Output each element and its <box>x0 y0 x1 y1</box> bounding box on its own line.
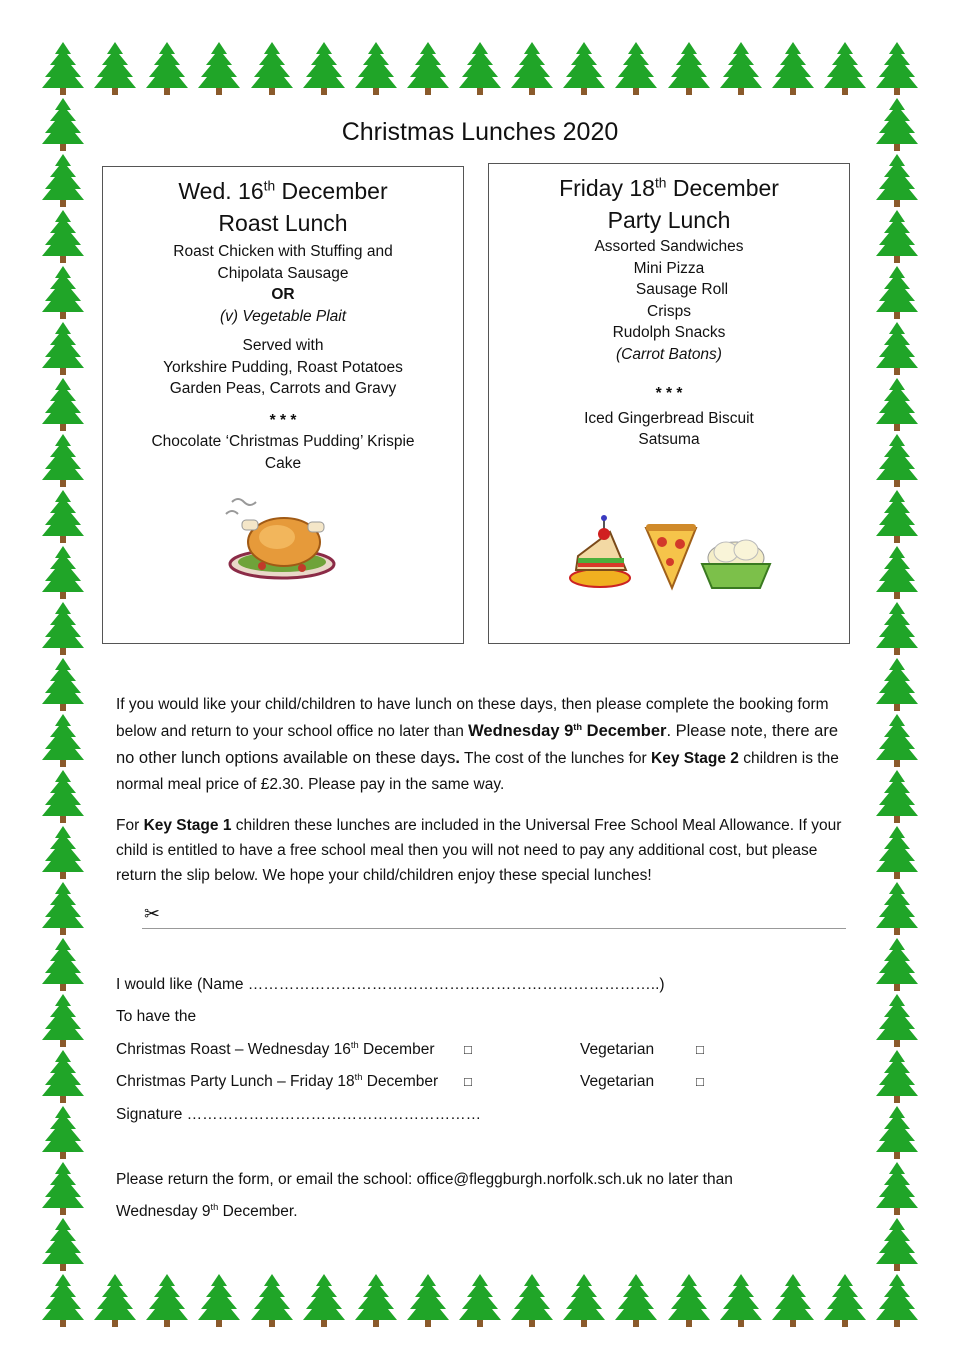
christmas-tree-icon <box>40 824 86 880</box>
christmas-tree-icon <box>874 768 920 824</box>
dessert-item: Cake <box>264 454 302 472</box>
christmas-tree-icon <box>874 376 920 432</box>
christmas-tree-icon <box>874 992 920 1048</box>
key-stage-1-paragraph: For Key Stage 1 children these lunches are included in the Universal Free School Meal Allowance. If your child is entitled to have a free school meal then you will not need to pay any additional cost, but please return the slip below. We hope your child/children enjoy these special lunches! <box>116 817 842 884</box>
christmas-tree-icon <box>874 488 920 544</box>
christmas-tree-icon <box>40 40 86 96</box>
roast-vegetarian-checkbox[interactable]: □ <box>696 1042 704 1057</box>
to-have-label: To have the <box>116 1008 197 1025</box>
christmas-tree-icon <box>40 544 86 600</box>
vegetarian-label: Vegetarian <box>580 1041 655 1058</box>
christmas-tree-icon <box>40 712 86 768</box>
separator-stars: * * * <box>269 411 297 429</box>
christmas-tree-icon <box>40 1104 86 1160</box>
menu-item-veg: (v) Vegetable Plait <box>219 307 347 325</box>
party-vegetarian-checkbox[interactable]: □ <box>696 1074 704 1089</box>
christmas-tree-icon <box>770 1272 816 1328</box>
christmas-tree-icon <box>874 432 920 488</box>
christmas-tree-icon <box>40 1160 86 1216</box>
christmas-tree-icon <box>874 1048 920 1104</box>
separator-stars: * * * <box>655 385 683 402</box>
signature-line: Signature ………………………………………………… <box>116 1106 482 1123</box>
vegetarian-label: Vegetarian <box>580 1073 655 1090</box>
christmas-party-label: Christmas Party Lunch – Friday 18th December <box>116 1071 439 1090</box>
christmas-tree-icon <box>249 1272 295 1328</box>
christmas-roast-label: Christmas Roast – Wednesday 16th December <box>116 1039 435 1058</box>
served-with: Served with <box>242 337 324 354</box>
christmas-tree-icon <box>40 1272 86 1328</box>
christmas-tree-icon <box>301 40 347 96</box>
return-instructions: Please return the form, or email the school: office@fleggburgh.norfolk.sch.uk no later than <box>116 1171 733 1188</box>
christmas-tree-icon <box>874 936 920 992</box>
christmas-tree-icon <box>874 712 920 768</box>
christmas-tree-icon <box>40 992 86 1048</box>
christmas-tree-icon <box>874 544 920 600</box>
roast-lunch-heading: Roast Lunch <box>218 210 348 236</box>
roast-chicken-icon <box>222 492 340 584</box>
christmas-tree-icon <box>40 880 86 936</box>
christmas-tree-icon <box>718 1272 764 1328</box>
menu-note: (Carrot Batons) <box>616 345 722 363</box>
christmas-tree-icon <box>457 1272 503 1328</box>
return-deadline: Wednesday 9th December. <box>116 1201 298 1220</box>
christmas-tree-icon <box>613 1272 659 1328</box>
christmas-tree-icon <box>40 488 86 544</box>
christmas-tree-icon <box>40 1048 86 1104</box>
christmas-tree-icon <box>40 320 86 376</box>
party-food-icon <box>566 512 776 592</box>
christmas-tree-icon <box>196 40 242 96</box>
christmas-tree-icon <box>40 432 86 488</box>
page-title: Christmas Lunches 2020 <box>341 118 619 146</box>
menu-or: OR <box>271 286 295 303</box>
christmas-tree-icon <box>874 40 920 96</box>
party-lunch-date: Friday 18th December <box>559 175 779 201</box>
christmas-tree-icon <box>874 824 920 880</box>
christmas-tree-icon <box>353 40 399 96</box>
christmas-tree-icon <box>874 1104 920 1160</box>
christmas-tree-icon <box>249 40 295 96</box>
scissors-icon: ✂ <box>144 904 160 925</box>
christmas-tree-icon <box>874 880 920 936</box>
dessert-item: Chocolate ‘Christmas Pudding’ Krispie <box>151 433 415 450</box>
christmas-tree-icon <box>666 40 712 96</box>
christmas-tree-icon <box>196 1272 242 1328</box>
christmas-tree-icon <box>874 208 920 264</box>
christmas-tree-icon <box>874 1160 920 1216</box>
christmas-tree-icon <box>874 656 920 712</box>
christmas-tree-icon <box>874 1272 920 1328</box>
cut-line <box>142 928 846 929</box>
christmas-tree-icon <box>457 40 503 96</box>
christmas-tree-icon <box>92 40 138 96</box>
menu-item: Assorted Sandwiches <box>594 238 744 255</box>
christmas-tree-icon <box>40 1216 86 1272</box>
dessert-item: Satsuma <box>638 431 700 448</box>
christmas-tree-icon <box>666 1272 712 1328</box>
christmas-tree-icon <box>405 1272 451 1328</box>
christmas-tree-icon <box>144 1272 190 1328</box>
menu-item: Mini Pizza <box>633 259 705 277</box>
name-line: I would like (Name ……………………………………………………………………..) <box>116 976 665 993</box>
christmas-tree-icon <box>822 1272 868 1328</box>
menu-item: Sausage Roll <box>635 281 729 298</box>
christmas-tree-icon <box>561 40 607 96</box>
party-lunch-heading: Party Lunch <box>607 207 731 233</box>
roast-lunch-date: Wed. 16th December <box>178 178 388 204</box>
christmas-tree-icon <box>718 40 764 96</box>
christmas-tree-icon <box>40 208 86 264</box>
christmas-tree-icon <box>874 600 920 656</box>
menu-item: Rudolph Snacks <box>612 324 726 341</box>
christmas-tree-icon <box>40 656 86 712</box>
christmas-tree-icon <box>874 152 920 208</box>
christmas-tree-icon <box>874 320 920 376</box>
christmas-party-checkbox[interactable]: □ <box>464 1074 472 1089</box>
christmas-roast-checkbox[interactable]: □ <box>464 1042 472 1057</box>
christmas-tree-icon <box>301 1272 347 1328</box>
booking-paragraph: If you would like your child/children to have lunch on these days, then please complete the booking form below and return to your school office no later than Wednesday 9th December. Please note, there are no other lunch options available on these days. The cost of the lunches for Key Stage 2 children is the normal meal price of £2.30. Please pay in the same way. <box>116 696 839 793</box>
christmas-tree-icon <box>874 264 920 320</box>
dessert-item: Iced Gingerbread Biscuit <box>584 409 754 427</box>
christmas-tree-icon <box>40 152 86 208</box>
christmas-tree-icon <box>405 40 451 96</box>
christmas-tree-icon <box>770 40 816 96</box>
christmas-tree-icon <box>92 1272 138 1328</box>
christmas-tree-icon <box>874 1216 920 1272</box>
christmas-tree-icon <box>822 40 868 96</box>
christmas-tree-icon <box>509 1272 555 1328</box>
menu-item: Roast Chicken with Stuffing and <box>173 243 393 260</box>
menu-item: Yorkshire Pudding, Roast Potatoes <box>163 358 403 376</box>
christmas-tree-icon <box>509 40 555 96</box>
menu-item: Chipolata Sausage <box>217 264 349 282</box>
menu-item: Garden Peas, Carrots and Gravy <box>169 380 397 397</box>
christmas-tree-icon <box>40 264 86 320</box>
christmas-tree-icon <box>353 1272 399 1328</box>
christmas-tree-icon <box>40 600 86 656</box>
christmas-tree-icon <box>40 768 86 824</box>
christmas-tree-icon <box>40 936 86 992</box>
christmas-tree-icon <box>40 376 86 432</box>
christmas-tree-icon <box>561 1272 607 1328</box>
christmas-tree-icon <box>613 40 659 96</box>
christmas-tree-icon <box>144 40 190 96</box>
menu-item: Crisps <box>647 302 691 320</box>
